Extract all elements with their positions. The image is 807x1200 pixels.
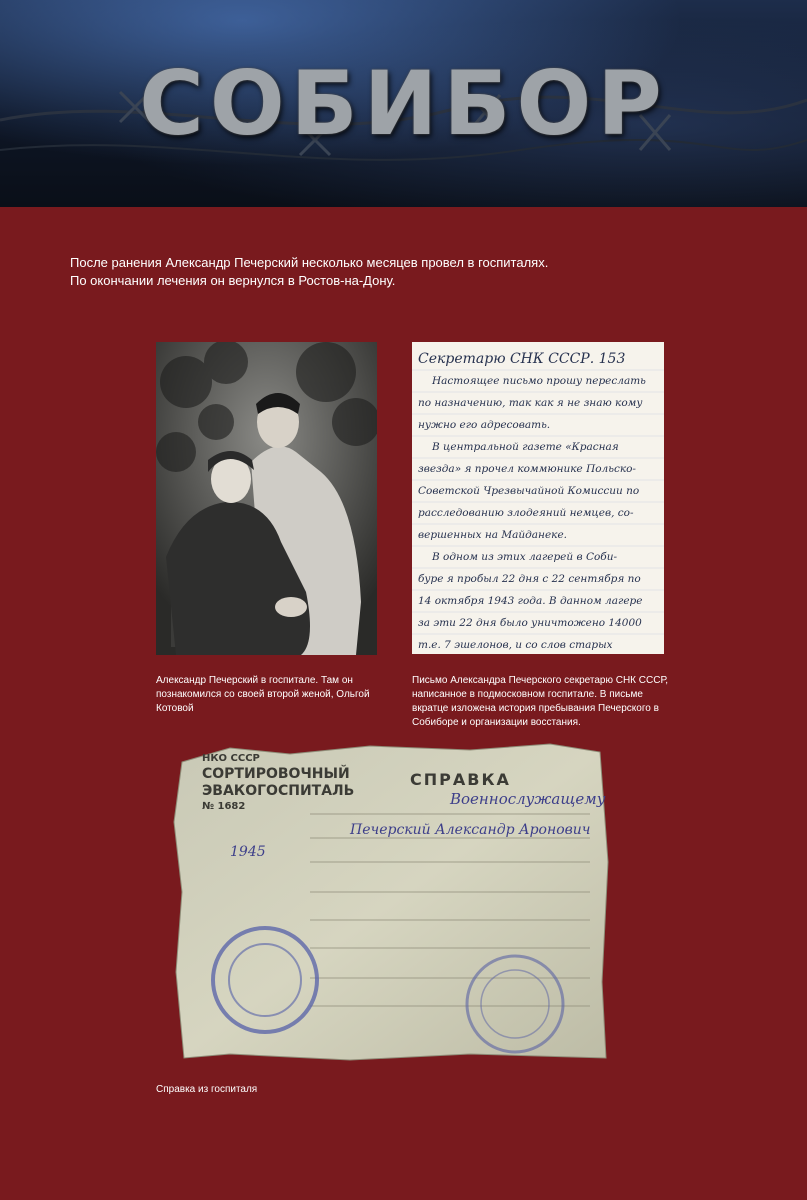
certificate-header-line: НКО СССР — [202, 753, 260, 764]
letter-line: В центральной газете «Красная — [432, 441, 619, 453]
certificate-header-line: № 1682 — [202, 801, 246, 812]
letter-line: 14 октября 1943 года. В данном лагере — [418, 595, 643, 607]
header-banner — [0, 0, 807, 207]
certificate-handwriting: Печерский Александр Аронович — [350, 822, 591, 838]
photo-caption: Александр Печерский в госпитале. Там он познакомился со своей второй женой, Ольгой Котовой — [156, 675, 370, 714]
letter-line: В одном из этих лагерей в Соби- — [432, 551, 618, 563]
intro-line-1: После ранения Александр Печерский несколько месяцев провел в госпиталях. — [70, 255, 549, 270]
certificate-header — [202, 752, 354, 814]
letter-line: т.е. 7 эшелонов, и со слов старых — [418, 639, 613, 651]
certificate-header-line: ЭВАКОГОСПИТАЛЬ — [202, 783, 355, 799]
letter-line: Настоящее письмо прошу переслать — [432, 375, 646, 387]
letter-line: звезда» я прочел коммюнике Польско- — [418, 463, 636, 475]
letter-line: нужно его адресовать. — [418, 419, 551, 431]
hospital-certificate — [170, 742, 610, 1062]
handwritten-letter — [412, 342, 664, 654]
intro-text — [70, 254, 750, 290]
letter-line: Секретарю СНК СССР. 153 — [418, 351, 626, 367]
letter-line: буре я пробыл 22 дня с 22 сентября по — [418, 573, 641, 585]
hospital-photograph — [156, 342, 377, 655]
certificate-header-line: СОРТИРОВОЧНЫЙ — [202, 766, 350, 782]
letter-text — [418, 348, 662, 654]
intro-line-2: По окончании лечения он вернулся в Ростов-на-Дону. — [70, 273, 396, 288]
letter-line: расследованию злодеяний немцев, со- — [418, 507, 634, 519]
letter-line: Советской Чрезвычайной Комиссии по — [418, 485, 640, 497]
certificate-handwriting: Военнослужащему — [450, 790, 606, 808]
certificate-title: СПРАВКА — [410, 770, 511, 789]
certificate-caption: Справка из госпиталя — [156, 1084, 258, 1095]
letter-line: по назначению, так как я не знаю кому — [418, 397, 643, 409]
page-title: СОБИБОР — [139, 52, 668, 155]
certificate-handwriting: 1945 — [230, 844, 266, 860]
letter-line: за эти 22 дня было уничтожено 14000 — [418, 617, 642, 629]
letter-caption: Письмо Александра Печерского секретарю СНК СССР, написанное в подмосковном госпитале. В письме вкратце изложена история пребывания Печерского в Собиборе и организации восстания. — [412, 675, 669, 728]
letter-line: вершенных на Майданеке. — [418, 529, 568, 541]
